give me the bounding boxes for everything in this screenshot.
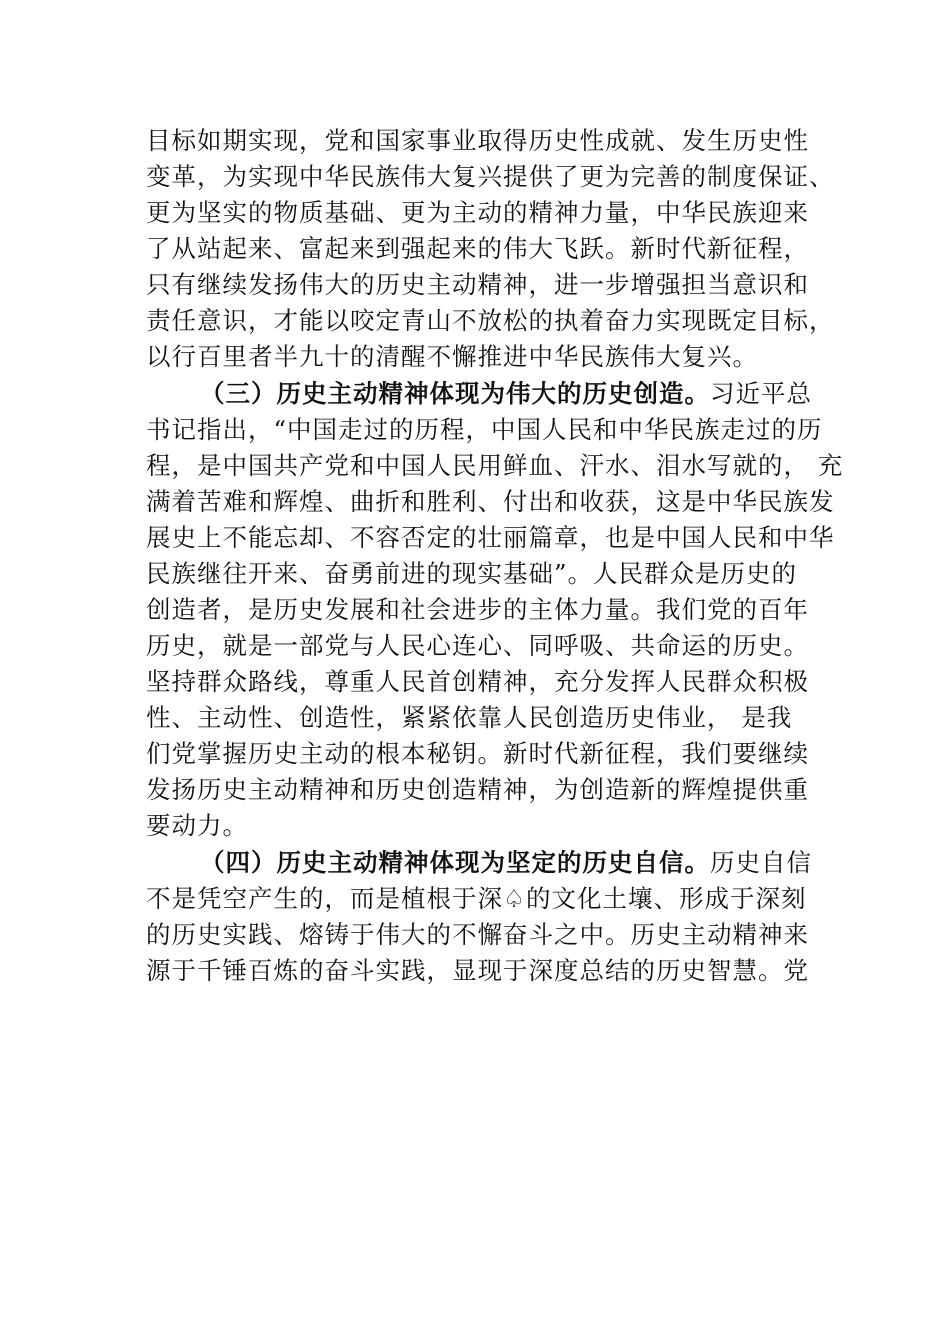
paragraph-1-line: 只有继续发扬伟大的历史主动精神，进一步增强担当意识和 [146, 270, 809, 299]
section-3-line: 展史上不能忘却、不容否定的壮丽篇章，也是中国人民和中华 [146, 523, 835, 552]
section-3-line: 满着苦难和辉煌、曲折和胜利、付出和收获，这是中华民族发 [146, 487, 835, 516]
section-4-line: 的历史实践、熔铸于伟大的不懈奋斗之中。历史主动精神来 [146, 920, 809, 949]
section-3-line: 创造者，是历史发展和社会进步的主体力量。我们党的百年 [146, 595, 809, 624]
paragraph-1-line: 目标如期实现，党和国家事业取得历史性成就、发生历史性 [146, 126, 809, 155]
section-3-line: 程，是中国共产党和中国人民用鲜血、汗水、泪水写就的， 充 [146, 451, 844, 480]
section-4-line: 不是凭空产生的，而是植根于深♤的文化土壤、形成于深刻 [146, 884, 807, 913]
section-3-heading: （三）历史主动精神体现为伟大的历史创造。 [200, 379, 710, 408]
paragraph-1-line: 变革，为实现中华民族伟大复兴提供了更为完善的制度保证、 [146, 162, 835, 191]
paragraph-1-line: 更为坚实的物质基础、更为主动的精神力量，中华民族迎来 [146, 198, 809, 227]
paragraph-1-line: 责任意识，才能以咬定青山不放松的执着奋力实现既定目标， [146, 306, 835, 335]
paragraph-1-line: 以行百里者半九十的清醒不懈推进中华民族伟大复兴。 [146, 342, 758, 371]
section-3-first-line-rest: 习近平总 [710, 379, 812, 408]
section-3-line: 要动力。 [146, 811, 248, 840]
section-3-line: 民族继往开来、奋勇前进的现实基础”。人民群众是历史的 [146, 559, 798, 588]
section-3-line: 书记指出，“中国走过的历程，中国人民和中华民族走过的历 [146, 415, 823, 444]
section-3-first-line [200, 377, 870, 411]
section-3-line: 们党掌握历史主动的根本秘钥。新时代新征程，我们要继续 [146, 739, 809, 768]
section-3-line: 历史，就是一部党与人民心连心、同呼吸、共命运的历史。 [146, 631, 809, 660]
section-3-line: 发扬历史主动精神和历史创造精神，为创造新的辉煌提供重 [146, 775, 809, 804]
section-4-line: 源于千锤百炼的奋斗实践，显现于深度总结的历史智慧。党 [146, 956, 809, 985]
paragraph-1-line: 了从站起来、富起来到强起来的伟大飞跃。新时代新征程， [146, 234, 809, 263]
section-3-line: 性、主动性、创造性，紧紧依靠人民创造历史伟业， 是我 [146, 703, 793, 732]
section-4-heading: （四）历史主动精神体现为坚定的历史自信。 [200, 848, 710, 877]
section-4-first-line [200, 846, 870, 880]
section-4-first-line-rest: 历史自信 [710, 848, 812, 877]
section-3-line: 坚持群众路线，尊重人民首创精神，充分发挥人民群众积极 [146, 667, 809, 696]
